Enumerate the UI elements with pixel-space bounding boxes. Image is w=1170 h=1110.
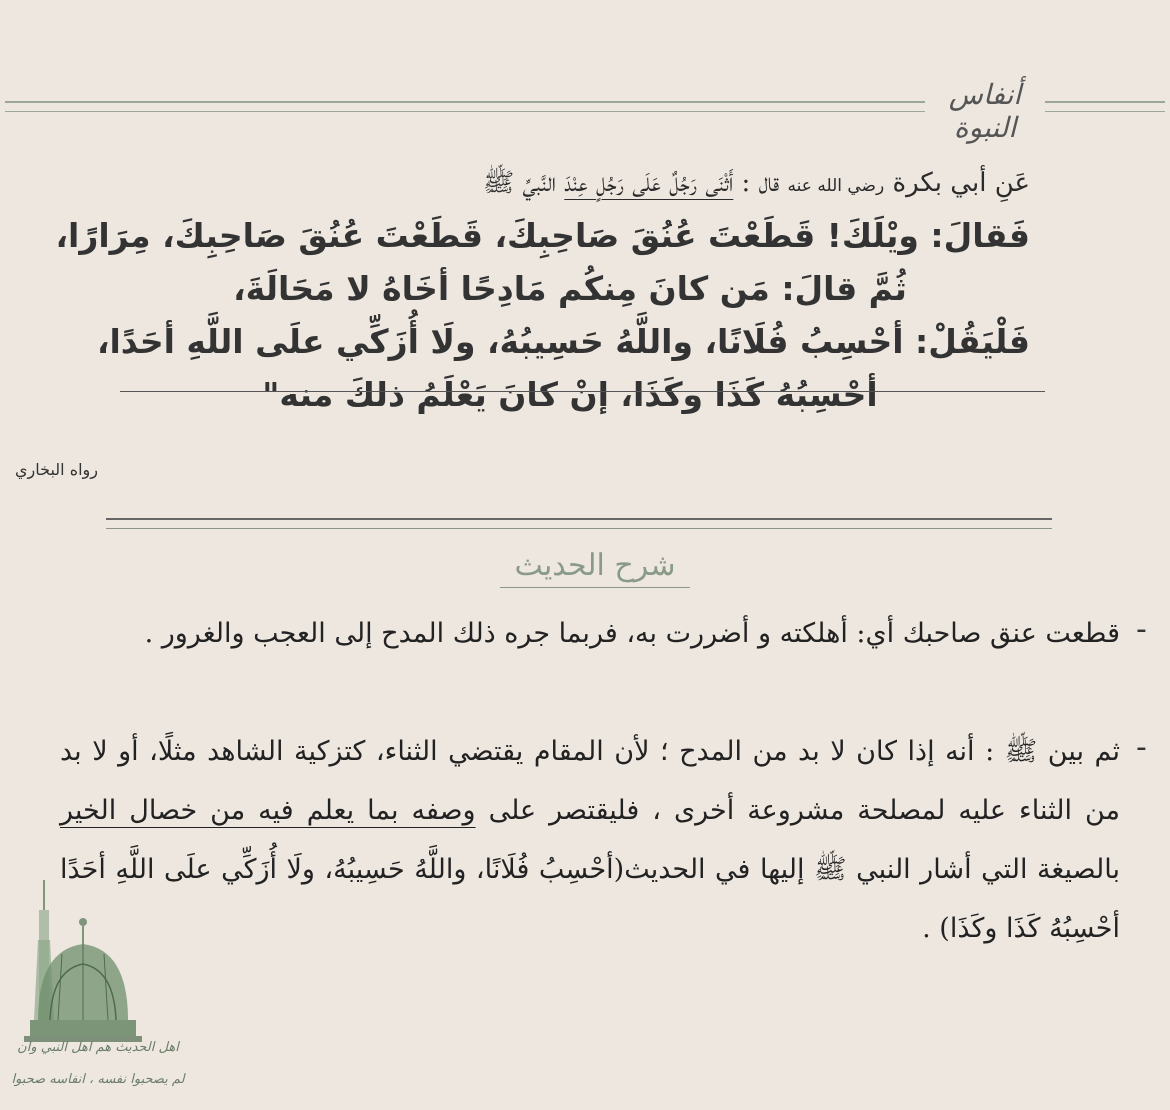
explanation-item-1: قطعت عنق صاحبك أي: أهلكته و أضررت به، فربما جره ذلك المدح إلى العجب والغرور . <box>144 618 1120 649</box>
hadith-line-4: فَلْيَقُلْ: أحْسِبُ فُلَانًا، واللَّهُ حَسِيبُهُ، ولَا أُزَكِّي علَى اللَّهِ أحَدًا، <box>96 322 1030 361</box>
header-rule-right-top <box>1045 101 1165 103</box>
brand-title: أنفاس النبوة <box>948 78 1022 144</box>
hadith-line-5: أحْسِبُهُ كَذَا وكَذَا، إنْ كانَ يَعْلَمُ ذلكَ منه" <box>262 375 878 414</box>
hadith-said: قال : <box>733 168 788 198</box>
explanation-item-2-highlight: وصفه بما يعلم فيه من خصال الخير <box>60 795 476 826</box>
bullet-dash-1: - <box>1136 612 1147 647</box>
watermark-line-2: لم يصحبوا نفسه ، انفاسه صحبوا <box>11 1072 185 1087</box>
header-rule-left-bottom <box>5 111 925 112</box>
hadith-block <box>55 160 1030 421</box>
section-divider-bottom <box>106 528 1052 529</box>
section-divider-top <box>106 518 1052 520</box>
hadith-prophet: النَّبيِّ ﷺ <box>482 168 565 198</box>
hadith-underline <box>120 391 1045 392</box>
explanation-item-2-part-c: بالصيغة التي أشار النبي ﷺ إليها في الحديث(أحْسِبُ فُلَانًا، واللَّهُ حَسِيبُهُ، ولَا أُزَكِّي علَى اللَّهِ أحَدًا أحْسِبُهُ كَذَا وكَذَا) . <box>60 854 1120 944</box>
explanation-title: شرح الحديث <box>500 548 690 588</box>
hadith-line-2: فَقالَ: ويْلَكَ! قَطَعْتَ عُنُقَ صَاحِبِكَ، قَطَعْتَ عُنُقَ صَاحِبِكَ، مِرَارًا، <box>55 216 1030 255</box>
explanation-item-2-part-a: ثم بين ﷺ : أنه إذا كان لا بد من المدح ؛ لأن المقام يقتضي الثناء، كتزكية الشاهد مثلًا، أو لا بد من الثناء عليه لمصلحة مشروعة أخرى ، فليقتصر على <box>60 736 1121 826</box>
header-rule-right-bottom <box>1045 111 1165 112</box>
header-rule-left-top <box>5 101 925 103</box>
watermark-line-1: اهل الحديث هم اهل النبي وان <box>17 1040 179 1055</box>
bullet-dash-2: - <box>1136 730 1147 765</box>
hadith-honorific: رضي الله عنه <box>787 176 885 196</box>
hadith-source: رواه البخاري <box>15 460 98 479</box>
hadith-praise-phrase: أَثْنَى رَجُلٌ عَلَى رَجُلٍ عِنْدَ <box>564 168 734 198</box>
explanation-item-2 <box>60 722 1120 958</box>
hadith-intro <box>110 160 1030 209</box>
hadith-line-3: ثُمَّ قالَ: مَن كانَ مِنكُم مَادِحًا أخَاهُ لا مَحَالَةَ، <box>233 269 907 308</box>
hadith-narrator: عَنِ أبي بكرة <box>884 168 1030 198</box>
